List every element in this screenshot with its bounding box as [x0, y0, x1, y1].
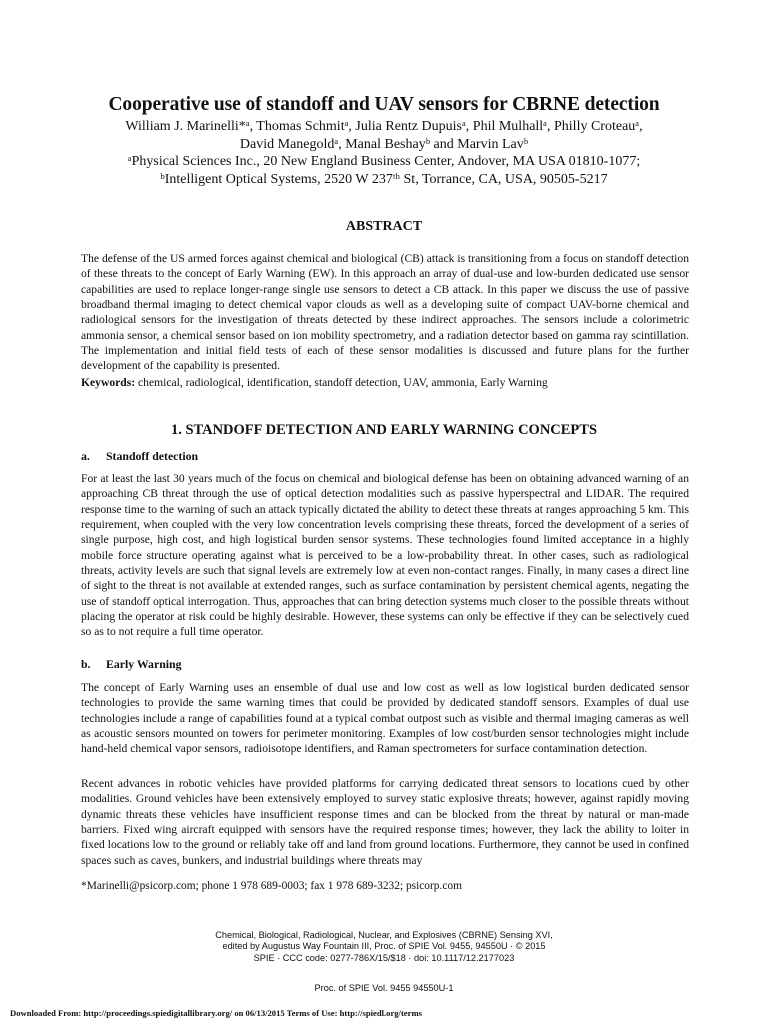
abstract-text: The defense of the US armed forces against chemical and biological (CB) attack is transitioning from a focus on standoff detection of these threats to the concept of Early Warning (EW). In this approach an array of dual-use and low-burden dedicated use sensor capabilities are used to replace longer-range single use sensors to detect a CB attack. In this paper we discuss the use of passive broadband thermal imaging to detect chemical vapor clouds as well as a developing suite of compact UAV-borne chemical and radiological sensors for the investigation of threats detected by these indirect approaches. The sensors include a colorimetric ammonia sensor, a chemical sensor based on ion mobility spectrometry, and a radiation detector based on gamma ray scintillation. The implementation and initial field tests of each of these sensor modalities is discussed and future plans for the further development of the capability is presented. [81, 252, 689, 373]
paragraph-standoff-detection: For at least the last 30 years much of the focus on chemical and biological defense has been on obtaining advanced warning of an approaching CB threat through the use of optical detection modalities such as passive hyperspectral and LIDAR. The required response time to the warning of such an attack typically dictated the ability to detect these threats at ranges approaching 5 km. This requirement, when coupled with the very low concentration levels comprising these threats, forced the development of a series of single purpose, high cost, and high logistical burden sensor systems. These technologies found limited acceptance in a highly mobile force structure operating against what is perceived to be a low-probability threat. In other cases, such as radiological threats, activity levels are such that signal levels are extremely low at even non-contact ranges. Finally, in many cases a direct line of sight to the threat is not available at extended ranges, such as surface contamination by persistent chemical agents, negating the use of standoff optical interrogation. Thus, approaches that can bring detection systems much closer to the possible threats without placing the operator at risk could be highly desirable. However, these systems can only be effective if they can be selectively cued so as to not require a full time operator. [81, 472, 689, 639]
affiliation-b: ᵇIntelligent Optical Systems, 2520 W 237ᵗʰ St, Torrance, CA, USA, 90505-5217 [160, 171, 608, 187]
affiliation-a: ᵃPhysical Sciences Inc., 20 New England Business Center, Andover, MA USA 01810-1077; [127, 154, 641, 169]
paragraph-early-warning-2: Recent advances in robotic vehicles have provided platforms for carrying dedicated threat sensors to locations cued by other modalities. Ground vehicles have been extensively employed to survey static explosive threats; however, against rapidly moving dynamic threats these vehicles have insufficient response times and can be blocked from the threat by natural or man-made barriers. Fixed wing aircraft equipped with sensors have the required response times; however, they lack the ability to loiter in fixed locations low to the ground or reliably take off and land from ground locations. Furthermore, they cannot be used in confined spaces such as caves, bunkers, and industrial buildings where threats may [81, 777, 689, 867]
subsection-title: Standoff detection [106, 449, 199, 463]
contact-footnote: *Marinelli@psicorp.com; phone 1 978 689-0003; fax 1 978 689-3232; psicorp.com [81, 880, 462, 892]
keywords-text: chemical, radiological, identification, standoff detection, UAV, ammonia, Early Warning [138, 376, 548, 389]
author-line-1: William J. Marinelli*ᵃ, Thomas Schmitᵃ, Julia Rentz Dupuisᵃ, Phil Mulhallᵃ, Philly Croteauᵃ, [125, 119, 643, 134]
subsection-heading-b [81, 657, 182, 672]
download-notice: Downloaded From: http://proceedings.spiedigitallibrary.org/ on 06/13/2015 Terms of Use: http://spiedl.org/terms [10, 1008, 422, 1018]
author-block [60, 118, 708, 188]
subsection-label: a. [81, 449, 90, 463]
author-line-2: David Manegoldᵃ, Manal Beshayᵇ and Marvin Lavᵇ [239, 136, 529, 152]
proceedings-footer [0, 930, 768, 964]
paper-title: Cooperative use of standoff and UAV sensors for CBRNE detection [108, 94, 660, 115]
footer-line-2: edited by Augustus Way Fountain III, Proc. of SPIE Vol. 9455, 94550U · © 2015 [222, 941, 546, 952]
footer-line-3: SPIE · CCC code: 0277-786X/15/$18 · doi: 10.1117/12.2177023 [253, 952, 515, 963]
keywords-label: Keywords: [81, 376, 136, 389]
paragraph-early-warning-1: The concept of Early Warning uses an ensemble of dual use and low cost as well as low logistical burden dedicated sensor technologies to provide the same warning times that could be provided by dedicated standoff sensors. Examples of dual use technologies include a range of capabilities found at a typical combat outpost such as visible and thermal imaging cameras as well as acoustic sensors mounted on towers for perimeter monitoring. Examples of low cost/burden sensor technologies might include hand-held chemical vapor sensors, radioisotope identifiers, and Raman spectrometers for surface contamination detection. [81, 681, 689, 756]
section-heading: 1. STANDOFF DETECTION AND EARLY WARNING CONCEPTS [170, 422, 598, 438]
subsection-heading-a [81, 449, 198, 464]
footer-line-1: Chemical, Biological, Radiological, Nuclear, and Explosives (CBRNE) Sensing XVI, [215, 930, 553, 940]
subsection-title: Early Warning [106, 657, 182, 671]
keywords [81, 376, 548, 389]
subsection-label: b. [81, 657, 91, 671]
page-number: Proc. of SPIE Vol. 9455 94550U-1 [314, 983, 454, 993]
abstract-heading: ABSTRACT [345, 219, 423, 234]
